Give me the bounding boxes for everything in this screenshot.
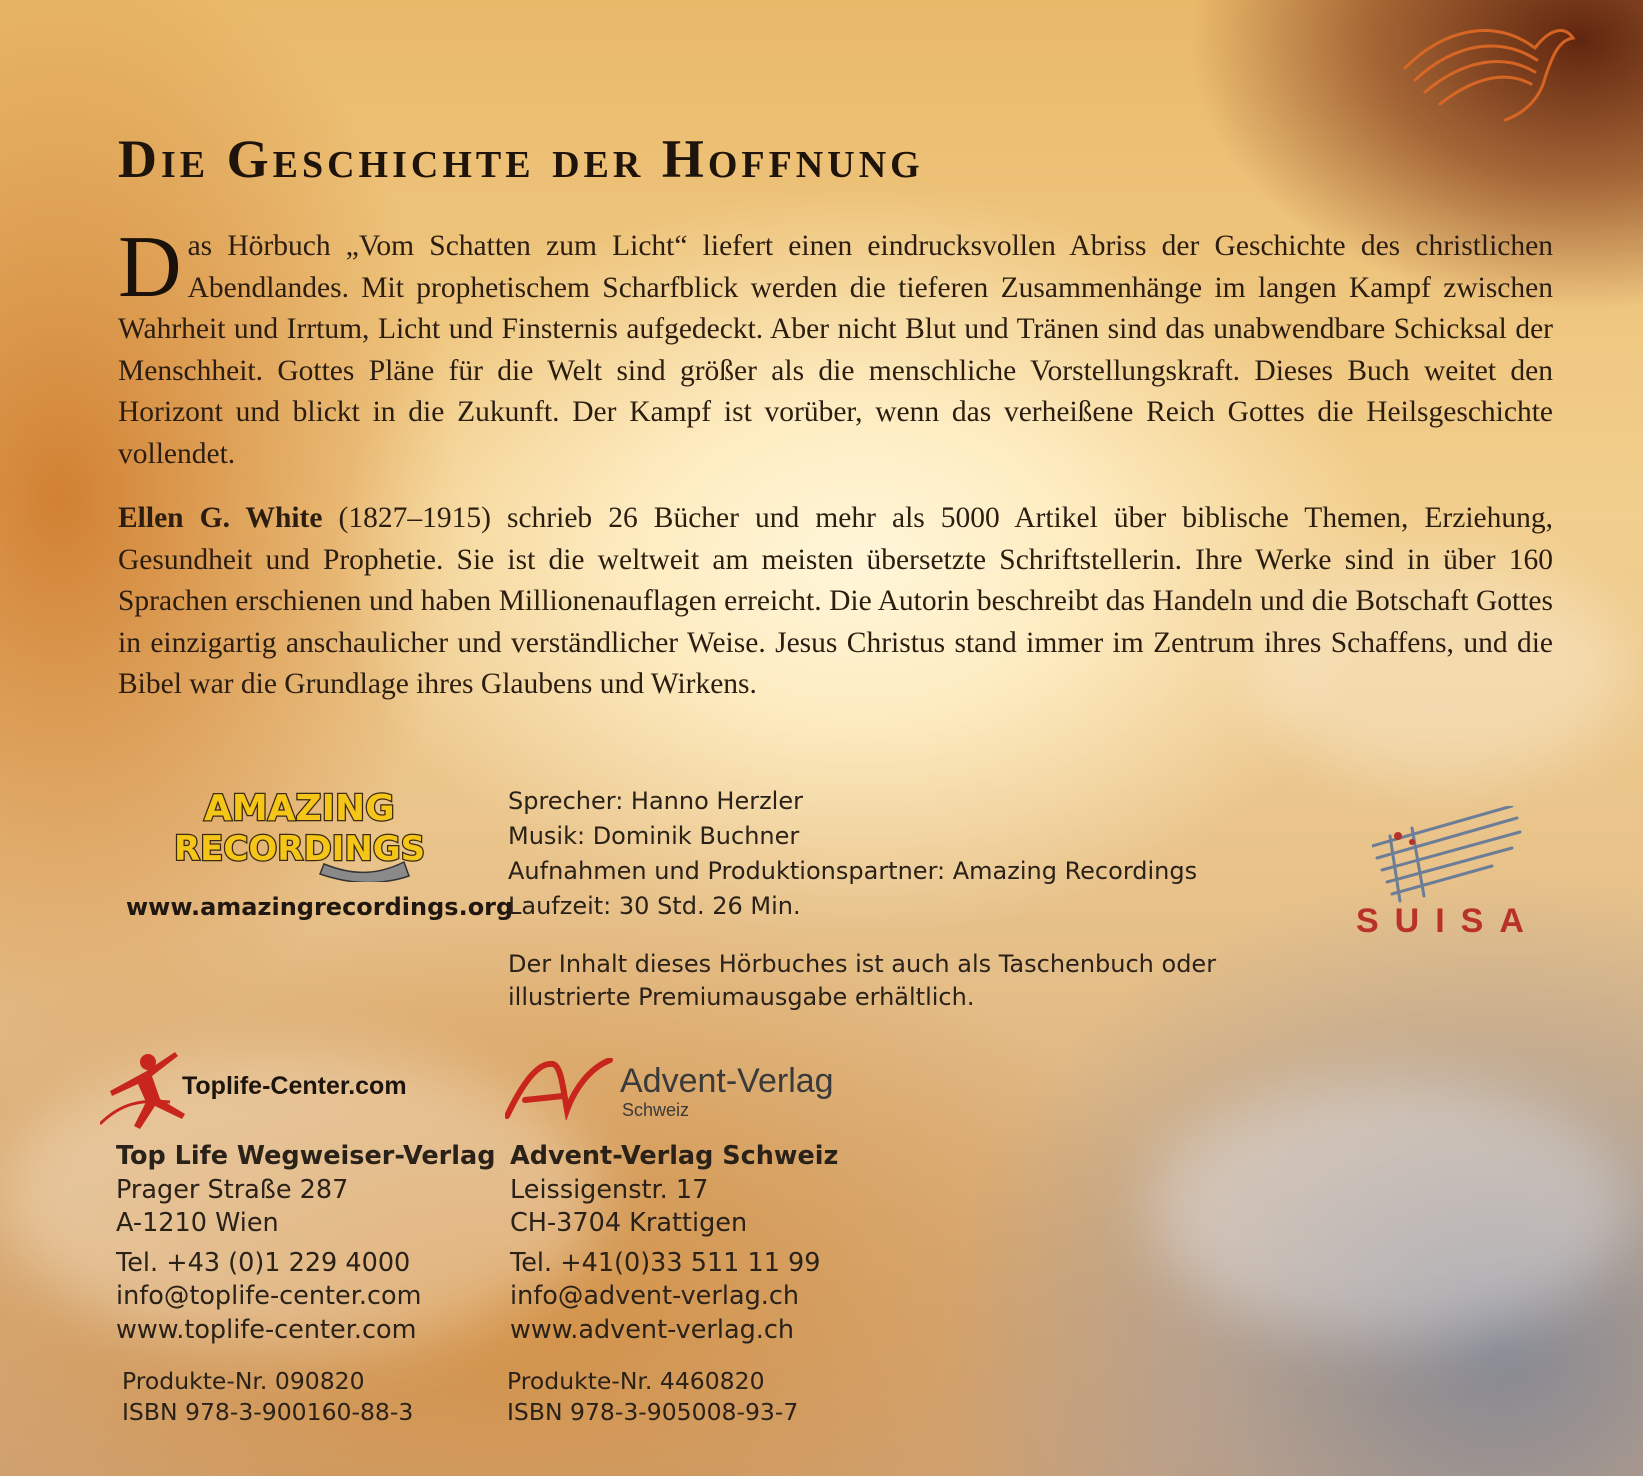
advent-city: CH-3704 Krattigen	[510, 1208, 748, 1238]
toplife-email[interactable]: info@toplife-center.com	[116, 1281, 422, 1311]
advent-verlag-logo-icon	[505, 1058, 615, 1120]
toplife-web[interactable]: www.toplife-center.com	[116, 1314, 417, 1345]
advent-web[interactable]: www.advent-verlag.ch	[510, 1314, 795, 1345]
advent-publisher-name: Advent-Verlag Schweiz	[510, 1141, 839, 1171]
advent-logo-text: Advent-Verlag	[620, 1062, 834, 1100]
toplife-address	[116, 1140, 495, 1347]
suisa-label: SUISA	[1356, 902, 1540, 940]
toplife-runner-icon	[100, 1044, 190, 1134]
amazing-logo-line2: RECORDINGS	[174, 829, 426, 869]
description-paragraph	[118, 219, 1553, 475]
advent-street: Leissigenstr. 17	[510, 1174, 709, 1205]
advent-phone[interactable]: Tel. +41(0)33 511 11 99	[510, 1247, 821, 1278]
credits-block	[508, 784, 1197, 924]
toplife-product-info	[122, 1366, 413, 1428]
amazing-recordings-url[interactable]: www.amazingrecordings.org	[126, 893, 514, 921]
toplife-phone[interactable]: Tel. +43 (0)1 229 4000	[116, 1247, 411, 1278]
author-paragraph	[118, 498, 1553, 706]
amazing-recordings-logo	[174, 782, 434, 882]
amazing-logo-line1: AMAZING	[204, 788, 395, 829]
page-title: Die Geschichte der Hoffnung	[118, 129, 924, 189]
author-bio: (1827–1915) schrieb 26 Bücher und mehr als 5000 Artikel über biblische Themen, Erziehung, Gesundheit und Prophetie. Sie ist die weltweit am meisten übersetzte Schriftstellerin. Ihre Werke sind in über 160 Sprachen erschienen und haben Millionenauflagen erreicht. Die Autorin beschreibt das Handeln und die Botschaft Gottes in einzigartig anschaulicher und verständlicher Weise. Jesus Christus stand immer im Zentrum ihres Schaffens, und die Bibel war die Grundlage ihres Glaubens und Wirkens.	[118, 502, 1553, 700]
advent-logo-subtitle: Schweiz	[622, 1100, 690, 1120]
toplife-street: Prager Straße 287	[116, 1174, 349, 1205]
toplife-logo-text: Toplife-Center.com	[182, 1072, 407, 1100]
runtime-credit: Laufzeit: 30 Std. 26 Min.	[508, 892, 801, 920]
music-credit: Musik: Dominik Buchner	[508, 822, 800, 850]
suisa-logo-icon	[1372, 806, 1522, 906]
advent-address	[510, 1140, 838, 1347]
advent-product-number: Produkte-Nr. 4460820	[507, 1367, 765, 1395]
toplife-city: A-1210 Wien	[116, 1208, 279, 1238]
speaker-credit: Sprecher: Hanno Herzler	[508, 787, 803, 815]
drop-cap: D	[118, 219, 182, 316]
advent-product-info	[507, 1366, 798, 1428]
author-name: Ellen G. White	[118, 502, 323, 534]
toplife-product-number: Produkte-Nr. 090820	[122, 1367, 365, 1395]
angel-wing-icon	[1385, 8, 1585, 128]
production-credit: Aufnahmen und Produktionspartner: Amazing Recordings	[508, 857, 1198, 885]
toplife-isbn: ISBN 978-3-900160-88-3	[122, 1398, 414, 1426]
availability-note: Der Inhalt dieses Hörbuches ist auch als Taschenbuch oder illustrierte Premiumausgabe erhältlich.	[508, 950, 1217, 1011]
toplife-publisher-name: Top Life Wegweiser-Verlag	[116, 1141, 496, 1171]
advent-email[interactable]: info@advent-verlag.ch	[510, 1281, 800, 1311]
advent-isbn: ISBN 978-3-905008-93-7	[507, 1398, 799, 1426]
background-cloud	[1150, 1080, 1630, 1340]
description-text: as Hörbuch „Vom Schatten zum Licht“ liefert einen eindrucksvollen Abriss der Geschichte des christlichen Abendlandes. Mit prophetischem Scharfblick werden die tieferen Zusammenhänge im langen Kampf zwischen Wahrheit und Irrtum, Licht und Finsternis aufgedeckt. Aber nicht Blut und Tränen sind das unabwendbare Schicksal der Menschheit. Gottes Pläne für die Welt sind größer als die menschliche Vorstellungskraft. Dieses Buch weitet den Horizont und blickt in die Zukunft. Der Kampf ist vorüber, wenn das verheißene Reich Gottes die Heilsgeschichte vollendet.	[118, 230, 1553, 470]
